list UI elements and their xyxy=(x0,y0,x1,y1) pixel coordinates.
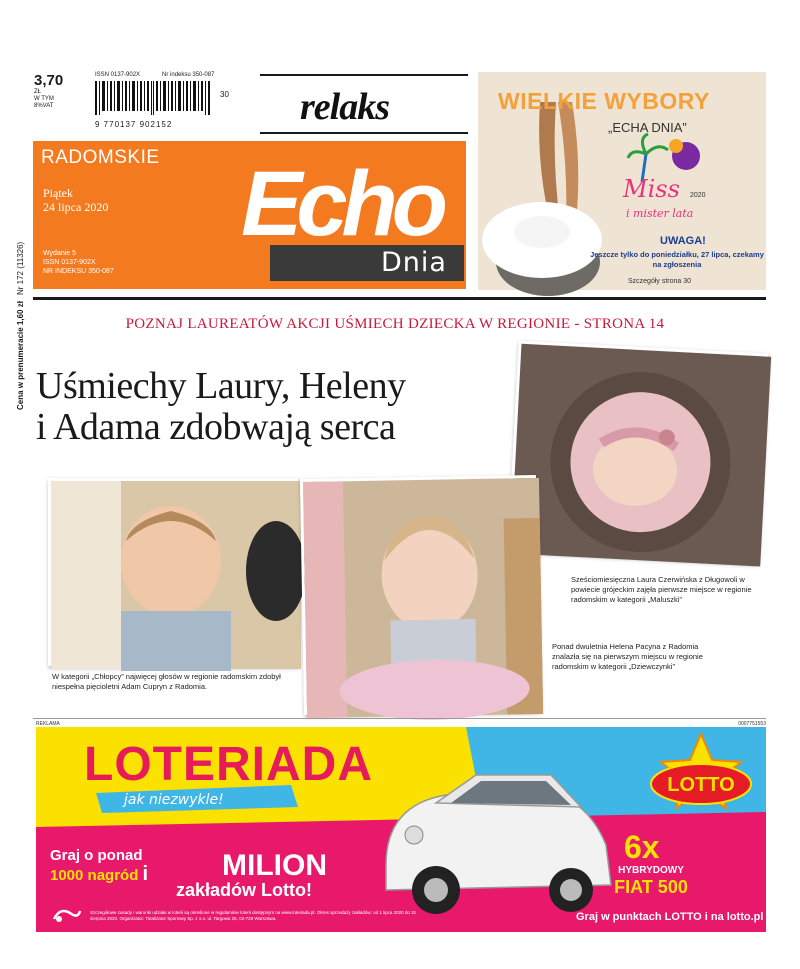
masthead-divider xyxy=(33,297,766,300)
issue-date xyxy=(43,186,108,214)
photo-helena xyxy=(300,475,540,715)
side-vertical-text xyxy=(14,235,30,415)
fiat-500-car xyxy=(366,745,626,921)
relaks-supplement-title: relaks xyxy=(300,86,389,128)
barcode-number: 30 xyxy=(220,90,229,99)
promo-details-link[interactable]: Szczegóły strona 30 xyxy=(628,278,692,285)
miss-logo: Miss xyxy=(623,175,680,203)
masthead xyxy=(33,141,466,289)
miss-year: 2020 xyxy=(690,192,706,199)
ad-prizes-text xyxy=(50,847,148,885)
subscription-price-note: Cena w prenumeracie 1,60 zł xyxy=(16,301,25,410)
headline-line-2: i Adama zdobwają serca xyxy=(36,406,396,448)
ad-title: LOTERIADA xyxy=(84,738,373,791)
price-vat-label: 8%VAT xyxy=(34,103,54,109)
ad-label: REKLAMA xyxy=(36,721,60,727)
barcode xyxy=(95,72,255,128)
barcode-digits: 9 770137 902152 xyxy=(95,120,173,129)
dnia-logo-text: Dnia xyxy=(381,247,447,278)
organizer-logo-icon xyxy=(50,907,84,925)
ad-code: 0007751553 xyxy=(738,721,766,727)
tease-link[interactable]: POZNAJ LAUREATÓW AKCJI UŚMIECH DZIECKA W REGIONIE - STRONA 14 xyxy=(125,316,665,332)
price-value: 3,70 xyxy=(34,72,64,89)
lotto-logo-icon xyxy=(646,732,756,822)
ad-milion: MILION xyxy=(222,849,327,882)
price-tax-label: W TYM xyxy=(34,96,54,102)
ad-play-at-link[interactable]: Graj w punktach LOTTO i na lotto.pl xyxy=(576,911,764,923)
promo-title: WIELKIE WYBORY xyxy=(498,88,710,114)
headline[interactable] xyxy=(36,366,506,448)
caption-laura: Sześciomiesięczna Laura Czerwińska z Długowoli w powiecie grójeckim zajęła pierwsze miejsce w regionie radomskim w kategorii „Maluszki” xyxy=(571,575,752,604)
photo-laura xyxy=(508,341,769,564)
cover-price xyxy=(34,72,63,110)
issn-top: ISSN 0137-902X xyxy=(95,72,141,78)
barcode-icon xyxy=(95,81,215,115)
lotto-logo-text: LOTTO xyxy=(667,774,735,796)
ad-prizes-conjunction: i xyxy=(142,863,149,885)
ad-fiat: FIAT 500 xyxy=(614,877,688,897)
promo-body: Jeszcze tylko do poniedziałku, 27 lipca, czekamy na zgłoszenia xyxy=(590,250,764,269)
headline-line-1: Uśmiechy Laury, Heleny xyxy=(36,365,406,407)
edition-info xyxy=(43,249,114,276)
photo-adam xyxy=(48,478,298,666)
echo-logo-text: Echo xyxy=(241,153,442,255)
relaks-top-rule xyxy=(260,74,468,76)
edition-issn: ISSN 0137-902X xyxy=(43,259,96,266)
echo-logo xyxy=(233,143,463,253)
region-name: RADOMSKIE xyxy=(41,147,160,168)
ad-divider xyxy=(33,718,766,719)
ad-fine-print: Szczegółowe zasady i warunki udziału w loterii są określone w regulaminie loterii dostępnym na www.loteriada.pl. Okres sprzedaży zakładów: od 1 lipca 2020 do 31 sierpnia 2020. Organizator: Totalizator Sportowy Sp. z o.o. ul. Targowa 25, 03-728 Warszawa. xyxy=(90,910,417,921)
promo-subtitle: „ECHA DNIA” xyxy=(608,120,687,135)
ad-car-count: 6x xyxy=(624,829,660,865)
issue-date-value: 24 lipca 2020 xyxy=(43,200,109,214)
issue-number: Nr 172 (11326) xyxy=(16,241,25,295)
edition-index: NR INDEKSU 350-087 xyxy=(43,268,114,275)
ad-prizes-line-2: 1000 nagród xyxy=(50,867,139,884)
photo-adam-image xyxy=(51,481,301,669)
miss-promo[interactable] xyxy=(478,72,766,290)
promo-warning: UWAGA! xyxy=(660,235,706,247)
photo-helena-image xyxy=(303,478,543,718)
price-currency: ZŁ xyxy=(34,89,42,95)
caption-adam: W kategorii „Chłopcy” najwięcej głosów w regionie radomskim zdobył niespełna pięcioletni Adam Cupryn z Radomia. xyxy=(52,672,281,691)
ad-zakladow: zakładów Lotto! xyxy=(176,880,312,900)
ad-prizes-line-1: Graj o ponad xyxy=(50,847,143,864)
relaks-bottom-rule xyxy=(260,132,468,134)
issue-day: Piątek xyxy=(43,186,73,200)
caption-helena: Ponad dwuletnia Helena Pacyna z Radomia znalazła się na pierwszym miejscu w regionie radomskim w kategorii „Dziewczynki” xyxy=(552,642,703,671)
mister-logo: i mister lata xyxy=(626,207,694,220)
photo-laura-image xyxy=(511,344,772,567)
edition-number: Wydanie 5 xyxy=(43,250,77,257)
loteriada-ad[interactable] xyxy=(36,721,766,932)
ad-tagline: jak niezwykle! xyxy=(124,792,224,808)
ad-hybrid: HYBRYDOWY xyxy=(618,865,684,876)
index-top: Nr indeksu 350-087 xyxy=(162,72,215,78)
